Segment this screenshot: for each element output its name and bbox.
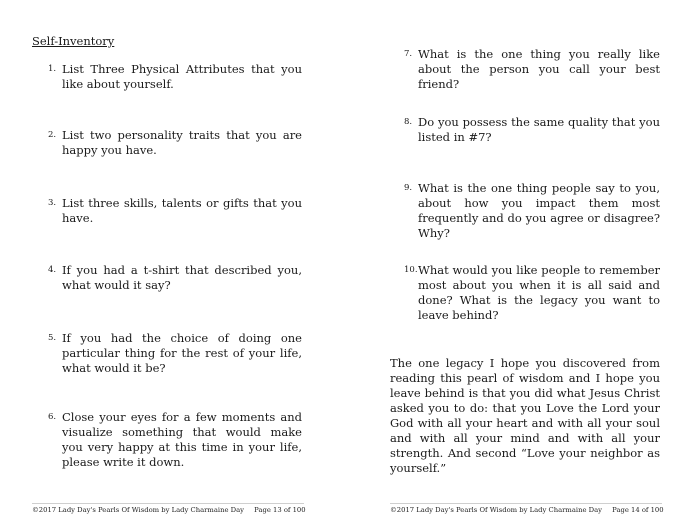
question-text: List Three Physical Attributes that you like about yourself. [62,62,302,91]
question-number: 1. [48,64,57,74]
question-2 [48,128,302,158]
question-text: If you had the choice of doing one particular thing for the rest of your life, what would it be? [62,331,302,375]
closing-paragraph: The one legacy I hope you discovered from reading this pearl of wisdom and I hope you leave behind is that you did what Jesus Christ asked you to do: that you Love the Lord your God with all your heart and with all your soul and with all your mind and with all your strength. And second “Love your neighbor as yourself.” [390,356,660,475]
footer-page-number: Page 13 of 100 [254,506,306,514]
question-text: List two personality traits that you are happy you have. [62,128,302,157]
question-4 [48,263,302,293]
question-number: 5. [48,333,57,343]
right-page [350,0,700,525]
question-text: What would you like people to remember most about you when it is all said and done? What is the legacy you want to leave behind? [418,263,660,322]
question-10 [404,263,660,323]
question-text: Do you possess the same quality that you listed in #7? [418,115,660,144]
question-1 [48,62,302,92]
footer-page-number: Page 14 of 100 [612,506,664,514]
page-footer [32,503,304,514]
question-5 [48,331,302,376]
question-number: 6. [48,412,57,422]
question-number: 7. [404,49,413,59]
question-8 [404,115,660,145]
question-7 [404,47,660,92]
footer-copyright: ©2017 Lady Day's Pearls Of Wisdom by Lady Charmaine Day [390,506,602,514]
question-number: 9. [404,183,413,193]
question-number: 10. [404,265,418,275]
question-number: 8. [404,117,413,127]
question-text: What is the one thing you really like about the person you call your best friend? [418,47,660,91]
question-3 [48,196,302,226]
question-text: What is the one thing people say to you, about how you impact them most frequently and do you agree or disagree? Why? [418,181,660,240]
question-number: 4. [48,265,57,275]
question-text: Close your eyes for a few moments and visualize something that would make you very happy at this time in your life, please write it down. [62,410,302,469]
question-number: 2. [48,130,57,140]
question-text: If you had a t-shirt that described you, what would it say? [62,263,302,292]
page-heading: Self-Inventory [32,34,115,48]
question-number: 3. [48,198,57,208]
question-text: List three skills, talents or gifts that you have. [62,196,302,225]
question-9 [404,181,660,241]
question-6 [48,410,302,470]
page-footer [390,503,662,514]
footer-copyright: ©2017 Lady Day's Pearls Of Wisdom by Lady Charmaine Day [32,506,244,514]
